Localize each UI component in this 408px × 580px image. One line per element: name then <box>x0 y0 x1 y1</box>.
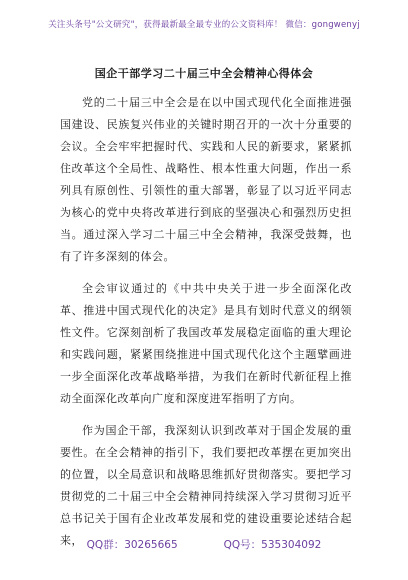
paragraph-2: 全会审议通过的《中共中央关于进一步全面深化改革、推进中国式现代化的决定》是具有划时代意义的纲领性文件。它深刻剖析了我国改革发展稳定面临的重大理论和实践问题，紧紧围绕推进中国式现代化这个主题擘画进一步全面深化改革战略举措，为我们在新时代新征程上推动全面深化改革向广度和深度进军指明了方向。 <box>60 282 352 405</box>
paragraph-1: 党的二十届三中全会是在以中国式现代化全面推进强国建设、民族复兴伟业的关键时期召开的一次十分重要的会议。全会牢牢把握时代、实践和人民的新要求，紧紧抓住改革这个全局性、战略性、根本性重大问题，作出一系列具有原创性、引领性的重大部署，彰显了以习近平同志为核心的党中央将改革进行到底的坚强决心和强烈历史担当。通过深入学习二十届三中全会精神，我深受鼓舞，也有了许多深刻的体会。 <box>60 96 352 263</box>
qq-group-number: QQ群：30265665 <box>86 539 178 551</box>
footer-contacts <box>0 537 408 552</box>
qq-account-number: QQ号：535304092 <box>223 539 322 551</box>
paragraph-3: 作为国企干部，我深刻认识到改革对于国企发展的重要性。在全会精神的指引下，我们要把改革摆在更加突出的位置，以全局意识和战略思维抓好贯彻落实。要把学习贯彻党的二十届三中全会精神同持续深入学习贯彻习近平总书记关于国有企业改革发展和党的建设重要论述结合起来， <box>60 424 352 547</box>
header-notice: 关注头条号"公文研究"，获得最新最全最专业的公文资料库！ 微信：gongwenyj <box>48 20 360 30</box>
document-title: 国企干部学习二十届三中全会精神心得体会 <box>94 67 314 80</box>
document-body <box>60 92 352 552</box>
